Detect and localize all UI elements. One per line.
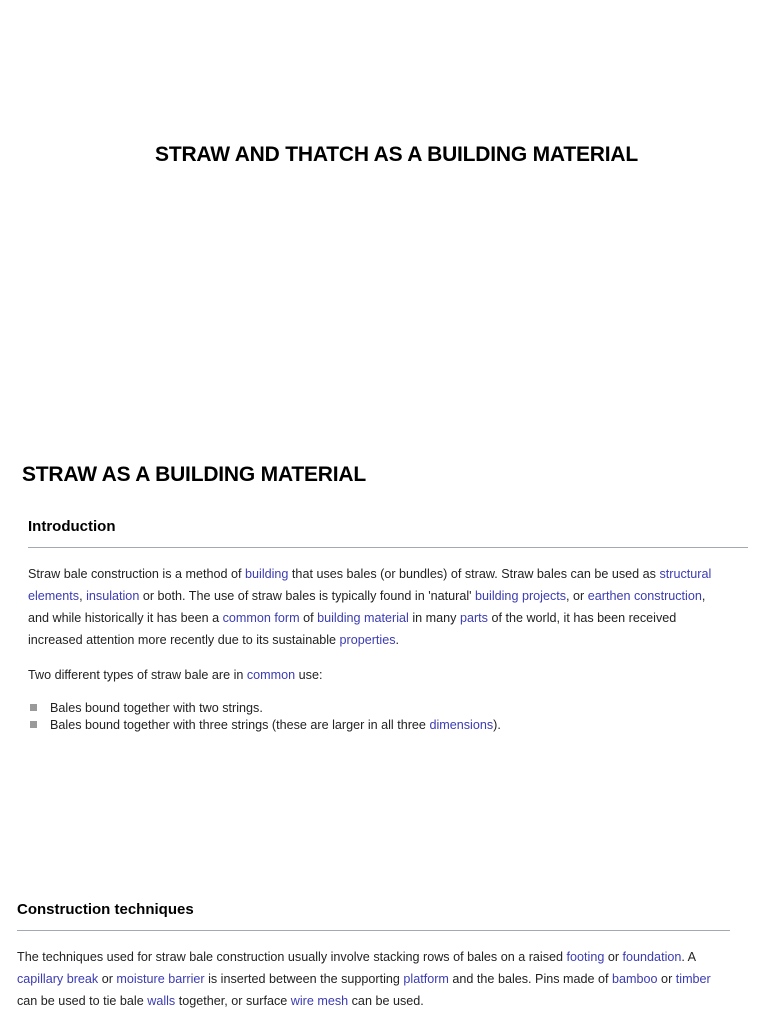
text-segment: , (79, 589, 87, 603)
paragraph-line (28, 585, 711, 607)
bale-types-list (30, 700, 501, 734)
text-segment: Two different types of straw bale are in (28, 668, 247, 682)
wiki-link[interactable]: insulation (86, 589, 140, 603)
text-segment: , or (566, 589, 588, 603)
list-item-text (50, 701, 263, 715)
wiki-link[interactable]: bamboo (612, 972, 658, 986)
text-segment: of (299, 611, 318, 625)
document-title: STRAW AND THATCH AS A BUILDING MATERIAL (155, 143, 638, 166)
introduction-heading: Introduction (28, 518, 116, 535)
wiki-link[interactable]: common (246, 668, 296, 682)
paragraph-line (28, 563, 711, 585)
wiki-link[interactable]: dimensions (429, 718, 494, 732)
wiki-link[interactable]: earthen construction (587, 589, 702, 603)
text-segment: can be used. (348, 994, 424, 1008)
text-segment: or (98, 972, 117, 986)
text-segment: can be used to tie bale (17, 994, 148, 1008)
text-segment: Bales bound together with three strings (these are larger in all three (50, 718, 430, 732)
wiki-link[interactable]: properties (339, 633, 396, 647)
wiki-link[interactable]: foundation (622, 950, 682, 964)
wiki-link[interactable]: footing (566, 950, 605, 964)
text-segment: Bales bound together with two strings. (50, 701, 263, 715)
paragraph-line (28, 607, 711, 629)
text-segment: or both. The use of straw bales is typically found in 'natural' (139, 589, 476, 603)
text-segment: or (657, 972, 676, 986)
introduction-rule (28, 547, 748, 548)
list-item-text (50, 718, 501, 732)
wiki-link[interactable]: structural (659, 567, 712, 581)
section-title: STRAW AS A BUILDING MATERIAL (22, 463, 366, 486)
text-segment: ). (493, 718, 501, 732)
text-segment: and the bales. Pins made of (448, 972, 613, 986)
text-segment: together, or surface (175, 994, 291, 1008)
construction-rule (17, 930, 730, 931)
text-segment: or (604, 950, 623, 964)
text-segment: Straw bale construction is a method of (28, 567, 246, 581)
text-segment: . (395, 633, 400, 647)
text-segment: is inserted between the supporting (204, 972, 404, 986)
text-segment: The techniques used for straw bale construction usually involve stacking rows of bales on a raised (17, 950, 567, 964)
introduction-paragraph (28, 563, 711, 651)
wiki-link[interactable]: capillary break (17, 972, 99, 986)
bullet-square-icon (30, 704, 37, 711)
list-item (30, 700, 501, 717)
paragraph-line (17, 968, 711, 990)
text-segment: of the world, it has been received (487, 611, 677, 625)
types-paragraph (28, 664, 322, 686)
construction-paragraph (17, 946, 711, 1012)
wiki-link[interactable]: platform (403, 972, 449, 986)
text-segment: increased attention more recently due to its sustainable (28, 633, 340, 647)
list-item (30, 717, 501, 734)
wiki-link[interactable]: moisture barrier (116, 972, 205, 986)
wiki-link[interactable]: building projects (475, 589, 567, 603)
paragraph-line (17, 990, 711, 1012)
text-segment: use: (295, 668, 323, 682)
wiki-link[interactable]: walls (147, 994, 176, 1008)
paragraph-line (17, 946, 711, 968)
wiki-link[interactable]: building (245, 567, 289, 581)
construction-heading: Construction techniques (17, 901, 194, 918)
wiki-link[interactable]: elements (28, 589, 80, 603)
wiki-link[interactable]: building material (317, 611, 409, 625)
paragraph-line (28, 629, 711, 651)
text-segment: in many (408, 611, 460, 625)
text-segment: that uses bales (or bundles) of straw. Straw bales can be used as (288, 567, 660, 581)
paragraph-line (28, 664, 322, 686)
bullet-square-icon (30, 721, 37, 728)
wiki-link[interactable]: timber (675, 972, 711, 986)
wiki-link[interactable]: wire mesh (290, 994, 349, 1008)
text-segment: and while historically it has been a (28, 611, 223, 625)
text-segment: , (701, 589, 706, 603)
text-segment: . A (681, 950, 697, 964)
wiki-link[interactable]: common form (222, 611, 300, 625)
wiki-link[interactable]: parts (459, 611, 488, 625)
